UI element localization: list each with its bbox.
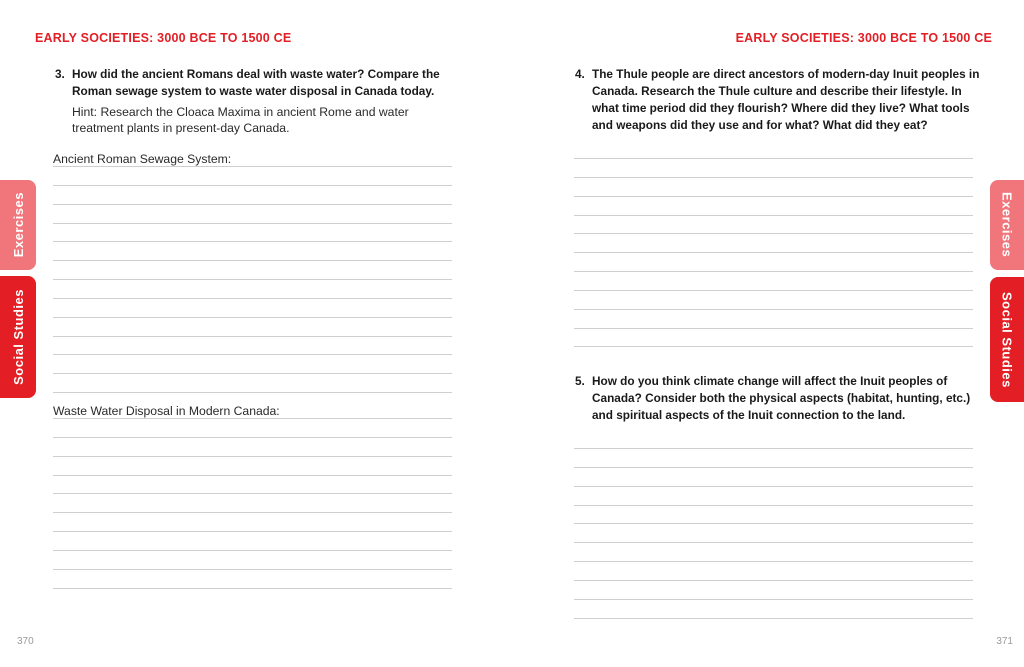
question-4: [575, 66, 980, 134]
answer-lines-canada[interactable]: [53, 418, 452, 593]
question-3-hint: Hint: Research the Cloaca Maxima in ancient Rome and water treatment plants in present-day Canada.: [72, 105, 409, 135]
running-head-right: EARLY SOCIETIES: 3000 BCE TO 1500 CE: [735, 31, 992, 45]
tab-exercises-right-label: Exercises: [999, 192, 1015, 258]
right-page: [512, 0, 1024, 667]
answer-lines-roman[interactable]: [53, 166, 452, 396]
question-4-number: 4.: [575, 67, 585, 81]
tab-social-studies-right[interactable]: [990, 277, 1024, 402]
question-3-number: 3.: [55, 67, 65, 81]
answer-lines-q4[interactable]: [574, 158, 973, 350]
page-number-left: 370: [17, 636, 34, 647]
answer-lines-q5[interactable]: [574, 448, 973, 623]
running-head-left: EARLY SOCIETIES: 3000 BCE TO 1500 CE: [35, 31, 292, 45]
tab-exercises-left-label: Exercises: [10, 192, 26, 258]
question-5-text: How do you think climate change will affect the Inuit peoples of Canada? Consider both the physical aspects (habitat, hunting, etc.) and spiritual aspects of the Inuit connection to the land.: [592, 374, 971, 422]
label-modern-canada: Waste Water Disposal in Modern Canada:: [53, 404, 284, 418]
question-5: [575, 373, 975, 424]
tab-social-studies-left-label: Social Studies: [10, 289, 26, 385]
tab-exercises-right[interactable]: [990, 180, 1024, 270]
tab-social-studies-left[interactable]: [0, 276, 36, 398]
tab-social-studies-right-label: Social Studies: [999, 291, 1015, 388]
question-4-text: The Thule people are direct ancestors of modern-day Inuit peoples in Canada. Research the Thule culture and describe their lifestyle. In what time period did they flourish? Where did they live? What tools and weapons did they use and for what? What did they eat?: [592, 67, 980, 132]
question-5-number: 5.: [575, 374, 585, 388]
question-3: [55, 66, 450, 100]
page-number-right: 371: [996, 636, 1013, 647]
tab-exercises-left[interactable]: [0, 180, 36, 270]
question-3-text: How did the ancient Romans deal with waste water? Compare the Roman sewage system to waste water disposal in Canada today.: [72, 67, 440, 98]
label-roman-sewage: Ancient Roman Sewage System:: [53, 152, 235, 166]
